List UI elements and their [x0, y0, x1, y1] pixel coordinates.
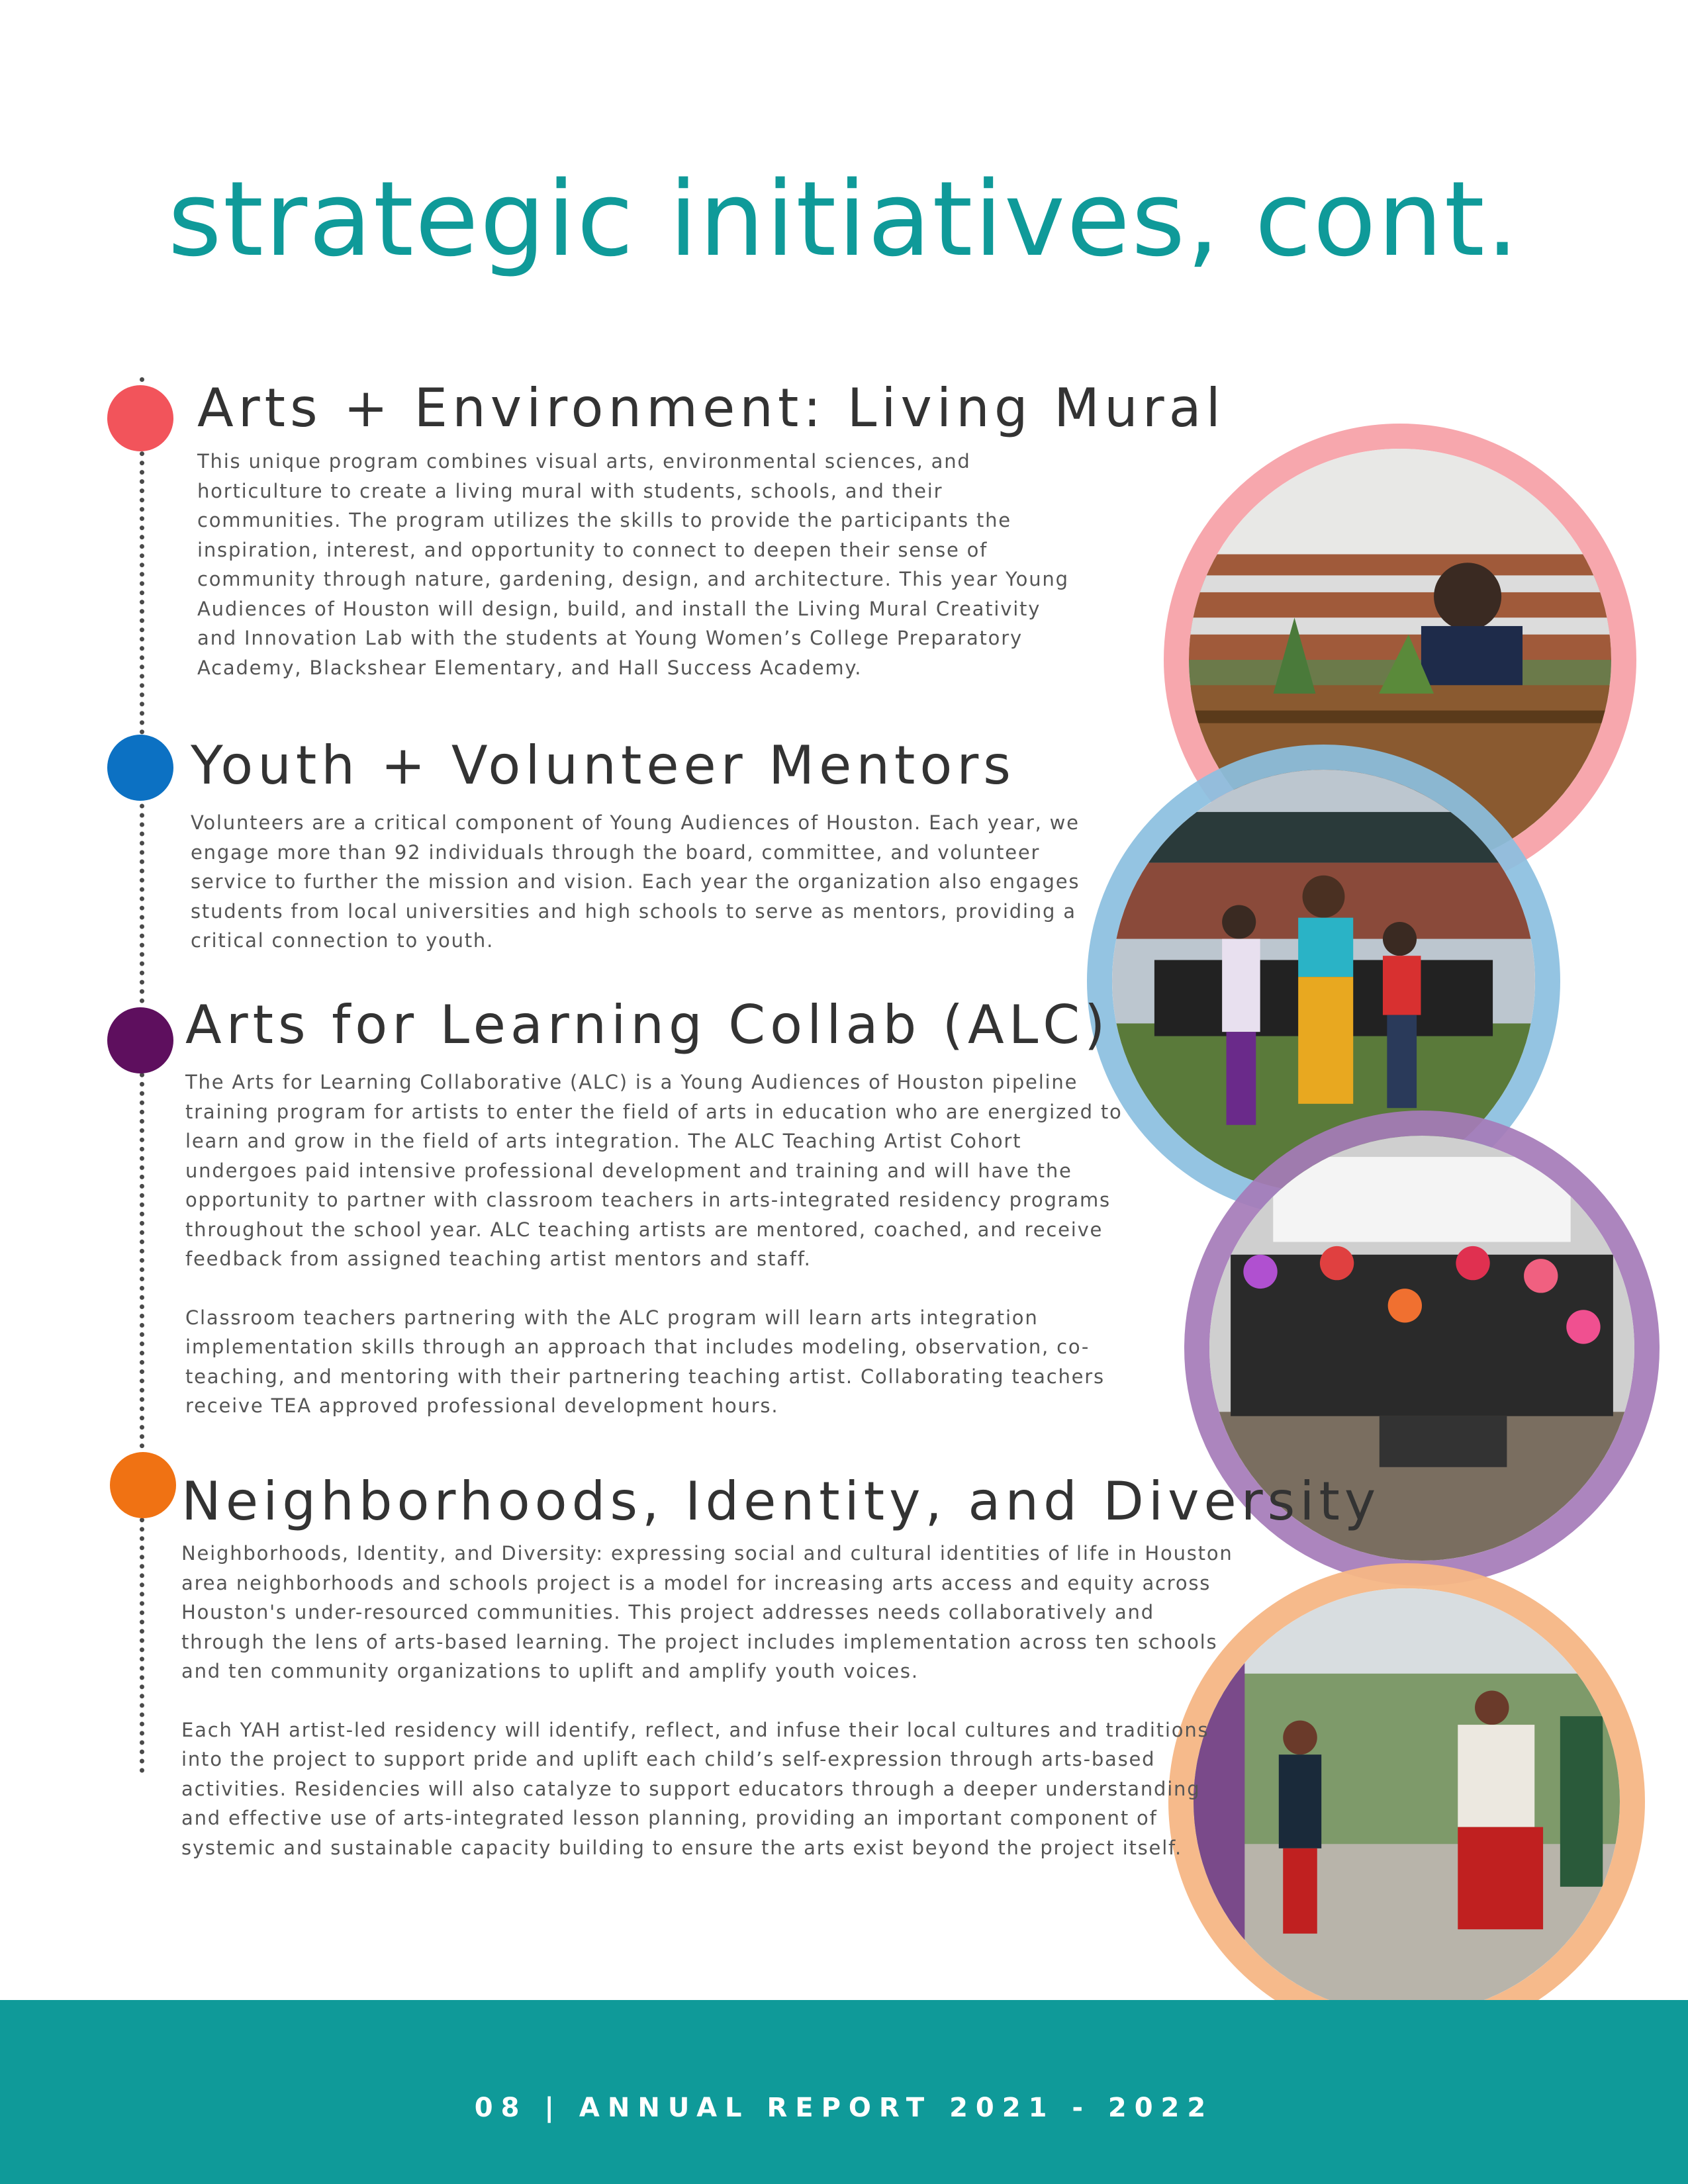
section-neighborhoods	[181, 1471, 1380, 1862]
timeline-dotted-line	[140, 377, 144, 1774]
section-alc	[185, 994, 1123, 1421]
section-body: The Arts for Learning Collaborative (ALC) is a Young Audiences of Houston pipeline training program for artists to enter the field of arts in education who are energized to learn and grow in the field of arts integration. The ALC Teaching Artist Cohort undergoes paid intensive professional development and training and will have the opportunity to partner with classroom teachers in arts-integrated residency programs throughout the school year. ALC teaching artists are mentored, coached, and receive feedback from assigned teaching artist mentors and staff.	[185, 1071, 1123, 1270]
section-heading: Arts for Learning Collab (ALC)	[185, 994, 1110, 1056]
timeline-dot-orange	[110, 1452, 176, 1518]
section-body: Neighborhoods, Identity, and Diversity: expressing social and cultural identities of life in Houston area neighborhoods and schools project is a model for increasing arts access and equity across Houston's under-resourced communities. This project addresses needs collaboratively and through the lens of arts-based learning. The project includes implementation across ten schools and ten community organizations to uplift and amplify youth voices.	[181, 1542, 1233, 1682]
footer-band	[0, 2000, 1688, 2184]
section-mentors	[191, 735, 1080, 956]
section-heading: Arts + Environment: Living Mural	[197, 377, 1225, 439]
section-body: This unique program combines visual arts, environmental sciences, and horticulture to create a living mural with students, schools, and their communities. The program utilizes the skills to provide the participants the inspiration, interest, and opportunity to connect to deepen their sense of community through nature, gardening, design, and architecture. This year Young Audiences of Houston will design, build, and install the Living Mural Creativity and Innovation Lab with the students at Young Women’s College Preparatory Academy, Blackshear Elementary, and Hall Success Academy.	[197, 450, 1069, 679]
timeline-dot-red	[107, 385, 173, 451]
section-body: Each YAH artist-led residency will identify, reflect, and infuse their local cultures and traditions into the project to support pride and uplift each child’s self-expression through arts-based activities. Residencies will also catalyze to support educators through a deeper understanding and effective use of arts-integrated lesson planning, providing an important component of systemic and sustainable capacity building to ensure the arts exist beyond the project itself.	[181, 1718, 1209, 1859]
timeline-dot-purple	[107, 1007, 173, 1073]
section-heading: Youth + Volunteer Mentors	[191, 735, 1015, 796]
section-body: Classroom teachers partnering with the ALC program will learn arts integration implementation skills through an approach that includes modeling, observation, co- teaching, and mentoring with their partnering teaching artist. Collaborating teachers receive TEA approved professional development hours.	[185, 1306, 1105, 1417]
page-title: strategic initiatives, cont.	[167, 159, 1521, 279]
section-heading: Neighborhoods, Identity, and Diversity	[181, 1471, 1381, 1532]
timeline-dot-blue	[107, 735, 173, 801]
section-living-mural	[197, 377, 1225, 682]
footer-page-label: 08 | ANNUAL REPORT 2021 - 2022	[474, 2093, 1214, 2123]
section-body: Volunteers are a critical component of Young Audiences of Houston. Each year, we engage more than 92 individuals through the board, committee, and volunteer service to further the mission and vision. Each year the organization also engages students from local universities and high schools to serve as mentors, providing a critical connection to youth.	[191, 811, 1080, 952]
